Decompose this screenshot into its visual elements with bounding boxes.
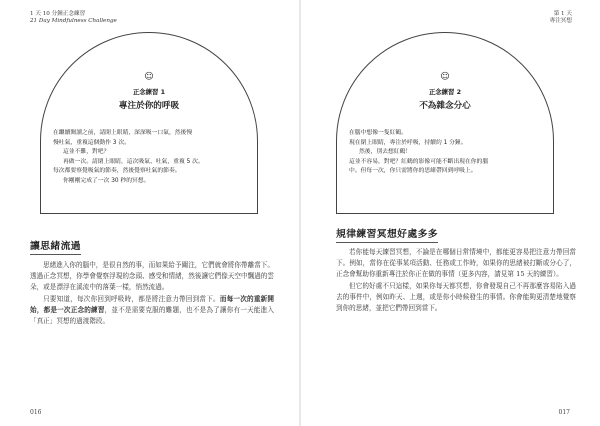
paragraph: 但它的好處不只這樣，如果你每天都冥想，你會發現自己不再那麼容易陷入過去的事件中，例如昨天、上週，或是你小時候發生的事情。你會能夠更清楚地覺察到你的思緒，並把它們帶回到當下。: [336, 281, 576, 313]
chapter-title: 專注冥想: [549, 18, 572, 24]
book-title-en: 21 Day Mindfulness Challenge: [30, 18, 117, 24]
smiley-icon: ☺: [440, 72, 450, 82]
exercise-arch-2: [336, 32, 554, 214]
exercise-step: 中。但每一次，你只需將你的思緒帶回到呼吸上。: [349, 168, 477, 174]
paragraph: 思緒進入你的腦中，是很自然的事，而如果給予關注，它們就會將你帶離當下。透過正念冥想，你學會覺察浮現的念頭、感受和情緒，然後讓它們像天空中飄過的雲朵，或是漂浮在溪流中的落葉一樣，悄然流過。: [30, 261, 274, 292]
exercise-label: 正念練習 2: [428, 88, 462, 96]
exercise-step: 每次都要察覺吸氣的節奏，然後覺察吐氣的節奏。: [53, 168, 181, 174]
running-header-right: [550, 11, 572, 25]
paragraph-lead: 只要知道，每次你回到呼吸時，都是將注意力帶回到當下。: [43, 294, 220, 303]
exercise-label: 正念練習 1: [132, 88, 166, 96]
exercise-steps: [349, 129, 543, 177]
exercise-step: 這並不難，對吧？: [63, 149, 110, 155]
chapter-label: 第 1 天: [553, 11, 572, 17]
page-number: 016: [30, 409, 42, 416]
emphasis-text: 而每一次的重新開始，都是一次正念的練習: [30, 294, 275, 314]
exercise-step: 現在閉上眼睛，專注於呼吸，持續約 1 分鐘。: [349, 139, 467, 146]
smiley-icon: ☺: [144, 72, 154, 82]
paragraph: [30, 294, 274, 328]
page-number: 017: [558, 409, 570, 416]
exercise-step: 在繼續閱讀之前，請閉上眼睛，深深吸一口氣，然後慢: [53, 130, 193, 136]
exercise-steps: [53, 129, 247, 186]
section-title: 讓思緒流過: [30, 238, 81, 255]
exercise-title: 專注於你的呼吸: [118, 101, 180, 111]
exercise-step: 你剛剛完成了一次 30 秒的冥想。: [63, 177, 150, 184]
right-page: [300, 0, 600, 426]
exercise-arch-1: [40, 32, 258, 214]
exercise-title: 不為雜念分心: [419, 101, 471, 111]
book-title-zh: 1 天 10 分鐘正念練習: [30, 11, 86, 17]
body-text: [30, 260, 274, 327]
exercise-step: 在腦中想像一隻紅鶴。: [349, 130, 407, 136]
body-text: [336, 247, 576, 314]
exercise-step: 這並不容易，對吧？紅鶴的影像可能不斷出現在你的腦: [349, 158, 489, 165]
exercise-step: 然後，別去想紅鶴！: [359, 149, 412, 155]
running-header-left: [30, 11, 117, 25]
exercise-step: 再做一次。請閉上眼睛，這次吸氣、吐氣，重複 5 次。: [63, 158, 204, 165]
exercise-step: 慢吐氣，重複這個動作 3 次。: [53, 139, 130, 146]
paragraph: 若你能每天練習冥想，不論是在哪個日常情境中，都能更容易把注意力帶回當下。例如，當你在從事某項活動、任務或工作時，如果你的思緒被打斷或分心了，正念會幫助你重新專注於你正在做的事情（更多內容，請見第 15 天的練習）。: [336, 248, 576, 279]
section-title: 規律練習冥想好處多多: [336, 226, 438, 243]
paragraph-tail: ，並不是需要克服的難題，也不是為了讓你有一天能進入「真正」冥想的過渡階段。: [30, 305, 275, 326]
